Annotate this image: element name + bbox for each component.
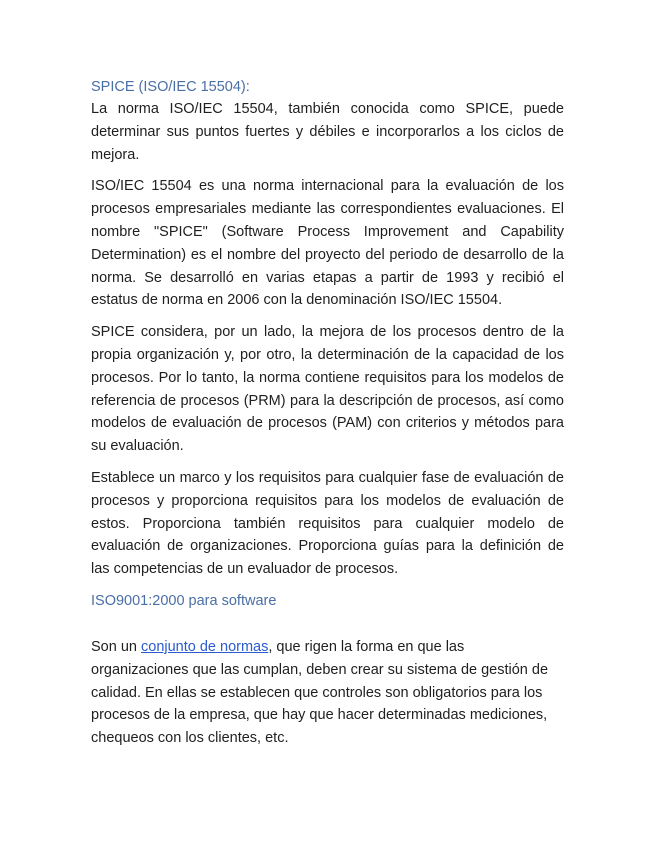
paragraph-spice-considera: SPICE considera, por un lado, la mejora de los procesos dentro de la propia organización y, por otro, la determinación de la capacidad de los procesos. Por lo tanto, la norma contiene requisitos para los modelos de referencia de procesos (PRM) para la descripción de procesos, así como modelos de evaluación de procesos (PAM) con criterios y métodos para su evaluación. [91,324,564,455]
paragraph-iso-15504: ISO/IEC 15504 es una norma internacional para la evaluación de los procesos empresariales mediante las correspondientes evaluaciones. El nombre "SPICE" (Software Process Improvement and Capability Determination) es el nombre del proyecto del periodo de desarrollo de la norma. Se desarrolló en varias etapas a partir de 1993 y recibió el estatus de norma en 2006 con la denominación ISO/IEC 15504. [91,178,564,309]
paragraph-iso9001 [91,636,564,750]
paragraph-iso9001-start: Son un [91,638,141,655]
iso9001-heading: ISO9001:2000 para software [91,592,277,609]
document-body [91,76,564,759]
blank-line [91,612,564,636]
paragraph-iso9001-rest: , que rigen la forma en que las organizaciones que las cumplan, deben crear su sistema de gestión de calidad. En ellas se establecen que controles son obligatorios para los procesos de la empresa, que hay que hacer determinadas mediciones, chequeos con los clientes, etc. [91,638,549,747]
paragraph-establece-marco: Establece un marco y los requisitos para cualquier fase de evaluación de procesos y proporciona requisitos para los modelos de evaluación de estos. Proporciona también requisitos para cualquier modelo de evaluación de organizaciones. Proporciona guías para la definición de las competencias de un evaluador de procesos. [91,469,564,578]
conjunto-de-normas-link[interactable]: conjunto de normas [141,638,269,655]
paragraph-spice-intro: La norma ISO/IEC 15504, también conocida como SPICE, puede determinar sus puntos fuertes y débiles e incorporarlos a los ciclos de mejora. [91,101,564,163]
spice-heading: SPICE (ISO/IEC 15504): [91,79,250,95]
